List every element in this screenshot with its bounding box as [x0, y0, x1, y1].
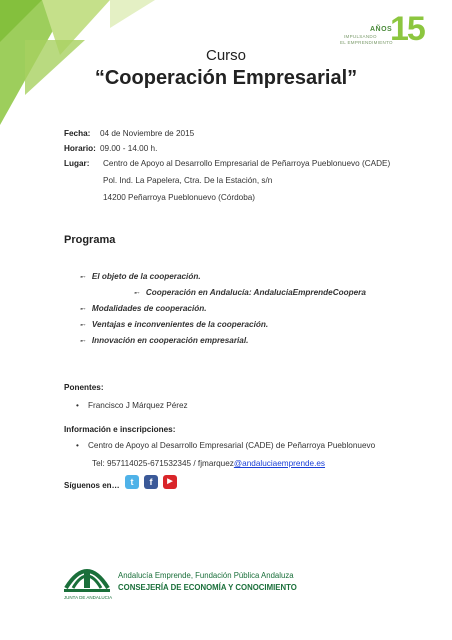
logo-tagline-1: IMPULSANDO	[344, 34, 377, 39]
programa-item: ➸ Innovación en cooperación empresarial.	[80, 334, 366, 350]
lugar-row	[64, 158, 404, 169]
programa-item: ➸ El objeto de la cooperación.	[80, 270, 366, 286]
inscripciones-center: Centro de Apoyo al Desarrollo Empresarial (CADE) de Peñarroya Pueblonuevo	[88, 441, 376, 450]
twitter-icon[interactable]: t	[125, 475, 139, 489]
arrow-icon: ➸	[80, 338, 86, 345]
org-line-2: CONSEJERÍA DE ECONOMÍA Y CONOCIMIENTO	[118, 583, 297, 592]
social-label: Síguenos en…	[64, 481, 120, 490]
fecha-label: Fecha:	[64, 129, 91, 138]
horario-value: 09.00 - 14.00 h.	[100, 144, 158, 153]
bullet-icon: •	[76, 441, 79, 450]
programa-item: ➸ Modalidades de cooperación.	[80, 302, 366, 318]
course-title: “Cooperación Empresarial”	[94, 67, 358, 89]
arrow-icon: ➸	[80, 306, 86, 313]
horario-row	[64, 143, 404, 154]
ponente-name-item	[76, 401, 188, 410]
course-kicker: Curso	[205, 47, 246, 64]
facebook-icon[interactable]: f	[144, 475, 158, 489]
inscripciones-center-item	[76, 441, 375, 450]
contact-email-link[interactable]: @andaluciaemprende.es	[233, 459, 326, 468]
fecha-row	[64, 128, 404, 139]
fecha-value: 04 de Noviembre de 2015	[100, 129, 195, 138]
lugar-value: Centro de Apoyo al Desarrollo Empresarial de Peñarroya Pueblonuevo (CADE)	[103, 159, 391, 168]
corner-decoration	[0, 0, 160, 130]
logo-years: AÑOS	[370, 26, 393, 33]
event-details	[64, 128, 404, 209]
fifteen-years-logo	[332, 12, 432, 52]
youtube-icon[interactable]: ▶	[163, 475, 177, 489]
programa-heading: Programa	[64, 234, 116, 246]
logo-number: 15	[390, 10, 424, 48]
junta-label: JUNTA DE ANDALUCIA	[63, 595, 113, 600]
programa-item: ➸ Ventajas e inconvenientes de la cooperación.	[80, 318, 366, 334]
lugar-address-1: Pol. Ind. La Papelera, Ctra. De la Estación, s/n	[103, 176, 273, 185]
programa-subitem: ➸ Cooperación en Andalucía: AndaluciaEmprendeCoopera	[80, 286, 366, 302]
org-line-1: Andalucía Emprende, Fundación Pública Andaluza	[118, 571, 294, 580]
logo-tagline-2: EL EMPRENDIMIENTO	[340, 40, 393, 45]
junta-andalucia-logo	[62, 558, 112, 594]
arrow-icon: ➸	[80, 274, 86, 281]
arrow-icon: ➸	[80, 322, 86, 329]
inscripciones-contact	[92, 459, 325, 468]
lugar-address-2: 14200 Peñarroya Pueblonuevo (Córdoba)	[103, 193, 256, 202]
inscripciones-heading: Información e inscripciones:	[64, 425, 176, 434]
arrow-icon: ➸	[134, 290, 140, 297]
programa-list	[80, 270, 366, 350]
ponente-name: Francisco J Márquez Pérez	[88, 401, 188, 410]
ponentes-heading: Ponentes:	[64, 383, 104, 392]
horario-label: Horario:	[64, 144, 96, 153]
contact-phone: Tel: 957114025-671532345 / fjmarquez	[92, 459, 234, 468]
bullet-icon: •	[76, 401, 79, 410]
lugar-label: Lugar:	[64, 159, 90, 168]
